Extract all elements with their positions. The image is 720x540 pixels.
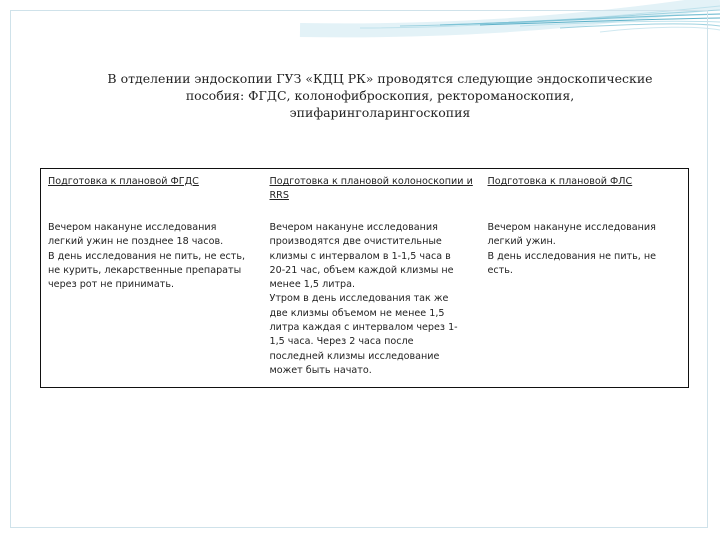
title-line: эпифаринголарингоскопия: [289, 105, 471, 120]
title-line: В отделении эндоскопии ГУЗ «КДЦ РК» проводятся следующие эндоскопические: [107, 71, 653, 86]
header-cell-colonoscopy: [263, 169, 481, 216]
text-line: Вечером накануне исследования: [487, 222, 656, 233]
table-body-row: [41, 215, 689, 388]
text-line: 20-21 час, объем каждой клизмы не: [269, 264, 454, 276]
header-colonoscopy: Подготовка к плановой колоноскопии и RRS: [269, 176, 473, 202]
text-line: литра каждая с интервалом через 1-: [269, 322, 458, 334]
text-line: 1,5 часа. Через 2 часа после: [269, 336, 414, 348]
title-line: пособия: ФГДС, колонофиброскопия, ректороманоскопия,: [185, 88, 575, 103]
header-fls: Подготовка к плановой ФЛС: [487, 176, 633, 187]
text-line: менее 1,5 литра.: [269, 279, 356, 291]
header-cell-fls: [481, 169, 689, 216]
text-line: есть.: [487, 264, 513, 276]
text-line: может быть начато.: [269, 364, 372, 376]
text-line: легкий ужин.: [487, 236, 556, 248]
body-cell-fgds: [41, 215, 263, 388]
table-header-row: [41, 169, 689, 216]
header-cell-fgds: [41, 169, 263, 216]
body-cell-fls: [481, 215, 689, 388]
text-line: Утром в день исследования так же: [269, 293, 449, 305]
text-line: не курить, лекарственные препараты: [48, 264, 242, 276]
text-line: производятся две очистительные: [269, 236, 442, 248]
text-line: две клизмы объемом не менее 1,5: [269, 307, 445, 319]
text-line: через рот не принимать.: [48, 279, 175, 291]
text-line: В день исследования не пить, не: [487, 250, 657, 262]
text-line: В день исследования не пить, не есть,: [48, 250, 246, 262]
text-line: Вечером накануне исследования: [48, 222, 217, 233]
text-line: легкий ужин не позднее 18 часов.: [48, 236, 224, 248]
preparation-table: [40, 168, 689, 388]
text-line: клизмы с интервалом в 1-1,5 часа в: [269, 250, 451, 262]
text-line: последней клизмы исследование: [269, 350, 440, 362]
header-fgds: Подготовка к плановой ФГДС: [48, 176, 199, 187]
text-line: Вечером накануне исследования: [269, 222, 438, 233]
slide-title: [60, 70, 700, 121]
body-cell-colonoscopy: [263, 215, 481, 388]
